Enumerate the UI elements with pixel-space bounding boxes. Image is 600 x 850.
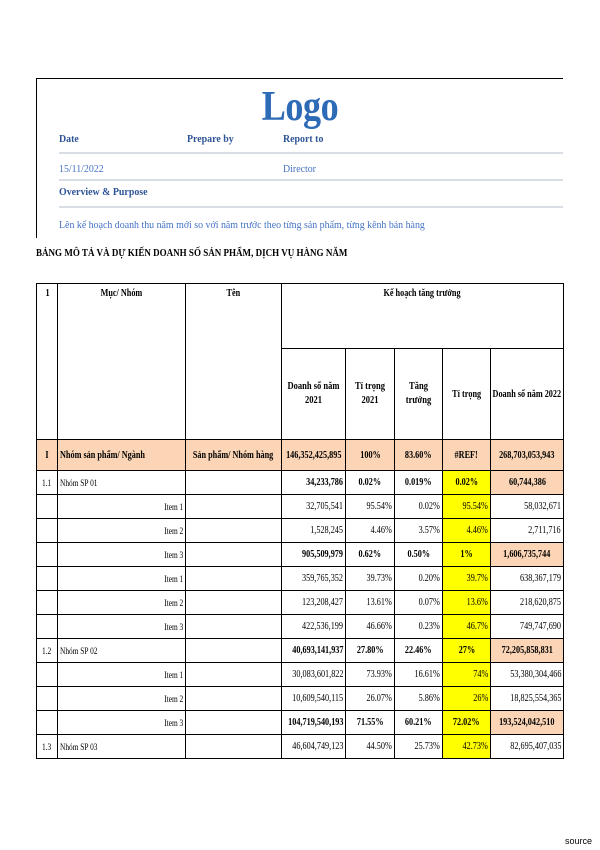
rev2022-cell[interactable]: 638,367,179 bbox=[491, 567, 564, 591]
rev2022-cell[interactable]: 58,032,671 bbox=[491, 495, 564, 519]
column-header-growth: Tăng trưởng bbox=[395, 349, 443, 440]
row-number bbox=[36, 495, 58, 519]
rev2021-cell[interactable]: 123,208,427 bbox=[282, 591, 346, 615]
share-cell[interactable]: 4.46% bbox=[443, 519, 491, 543]
divider bbox=[59, 179, 563, 181]
rev2022-cell[interactable]: 193,524,042,510 bbox=[491, 711, 564, 735]
rev2021-cell[interactable]: 905,509,979 bbox=[282, 543, 346, 567]
row-number: I bbox=[36, 440, 58, 471]
name-cell[interactable] bbox=[186, 663, 282, 687]
group-cell[interactable]: Nhóm sản phẩm/ Ngành bbox=[58, 440, 186, 471]
group-cell[interactable]: Nhóm SP 02 bbox=[58, 639, 186, 663]
row-number bbox=[36, 687, 58, 711]
row-number bbox=[36, 615, 58, 639]
column-header-name: Tên bbox=[186, 283, 282, 440]
name-cell[interactable] bbox=[186, 567, 282, 591]
rev2021-cell[interactable]: 10,609,540,115 bbox=[282, 687, 346, 711]
share2021-cell[interactable]: 13.61% bbox=[346, 591, 395, 615]
rev2021-cell[interactable]: 30,083,601,822 bbox=[282, 663, 346, 687]
rev2021-cell[interactable]: 422,536,199 bbox=[282, 615, 346, 639]
revenue-table bbox=[36, 283, 564, 763]
growth-cell[interactable]: 83.60% bbox=[395, 440, 443, 471]
name-cell[interactable] bbox=[186, 735, 282, 759]
row-number bbox=[36, 711, 58, 735]
rev2022-cell[interactable]: 60,744,386 bbox=[491, 471, 564, 495]
rev2021-cell[interactable]: 46,604,749,123 bbox=[282, 735, 346, 759]
row-number: 1.1 bbox=[36, 471, 58, 495]
group-cell[interactable]: Nhóm SP 01 bbox=[58, 471, 186, 495]
row-number: 1.2 bbox=[36, 639, 58, 663]
source-label: source bbox=[564, 836, 592, 846]
growth-cell[interactable]: 16.61% bbox=[395, 663, 443, 687]
share2021-cell[interactable]: 26.07% bbox=[346, 687, 395, 711]
name-cell[interactable] bbox=[186, 687, 282, 711]
rev2022-cell[interactable]: 268,703,053,943 bbox=[491, 440, 564, 471]
share-cell[interactable]: 46.7% bbox=[443, 615, 491, 639]
share2021-cell[interactable]: 39.73% bbox=[346, 567, 395, 591]
rev2021-cell[interactable]: 40,693,141,937 bbox=[282, 639, 346, 663]
report-header bbox=[36, 78, 563, 238]
rev2021-cell[interactable]: 359,765,352 bbox=[282, 567, 346, 591]
divider bbox=[59, 206, 563, 208]
share2021-cell[interactable]: 4.46% bbox=[346, 519, 395, 543]
share-cell[interactable]: #REF! bbox=[443, 440, 491, 471]
row-number bbox=[36, 591, 58, 615]
rev2022-cell[interactable]: 72,205,858,831 bbox=[491, 639, 564, 663]
share2021-cell[interactable]: 71.55% bbox=[346, 711, 395, 735]
growth-cell[interactable]: 0.02% bbox=[395, 495, 443, 519]
group-cell[interactable]: Item 2 bbox=[58, 687, 186, 711]
rev2021-cell[interactable]: 32,705,541 bbox=[282, 495, 346, 519]
rev2022-cell[interactable]: 218,620,875 bbox=[491, 591, 564, 615]
column-header-rev2022: Doanh số năm 2022 bbox=[491, 349, 564, 440]
rev2022-cell[interactable]: 2,711,716 bbox=[491, 519, 564, 543]
growth-cell[interactable]: 3.57% bbox=[395, 519, 443, 543]
growth-cell[interactable]: 0.20% bbox=[395, 567, 443, 591]
group-cell[interactable]: Item 1 bbox=[58, 663, 186, 687]
column-header-share2021: Tỉ trọng 2021 bbox=[346, 349, 395, 440]
share2021-cell[interactable]: 44.50% bbox=[346, 735, 395, 759]
column-header-share: Tỉ trọng bbox=[443, 349, 491, 440]
group-cell[interactable]: Item 2 bbox=[58, 591, 186, 615]
rev2021-cell[interactable]: 1,528,245 bbox=[282, 519, 346, 543]
share-cell[interactable]: 27% bbox=[443, 639, 491, 663]
row-number: 1.3 bbox=[36, 735, 58, 759]
growth-cell[interactable]: 22.46% bbox=[395, 639, 443, 663]
group-cell[interactable]: Item 3 bbox=[58, 543, 186, 567]
name-cell[interactable] bbox=[186, 471, 282, 495]
rev2021-cell[interactable]: 34,233,786 bbox=[282, 471, 346, 495]
name-cell[interactable] bbox=[186, 711, 282, 735]
share-cell[interactable]: 95.54% bbox=[443, 495, 491, 519]
group-cell[interactable]: Item 3 bbox=[58, 615, 186, 639]
report-to-label: Report to bbox=[283, 133, 324, 145]
column-header-plan: Kế hoạch tăng trưởng bbox=[282, 283, 564, 349]
name-cell[interactable] bbox=[186, 519, 282, 543]
rev2022-cell[interactable]: 18,825,554,365 bbox=[491, 687, 564, 711]
name-cell[interactable]: Sản phẩm/ Nhóm hàng bbox=[186, 440, 282, 471]
overview-label: Overview & Purpose bbox=[59, 186, 148, 198]
growth-cell[interactable]: 25.73% bbox=[395, 735, 443, 759]
name-cell[interactable] bbox=[186, 615, 282, 639]
growth-cell[interactable]: 0.019% bbox=[395, 471, 443, 495]
growth-cell[interactable]: 0.50% bbox=[395, 543, 443, 567]
divider bbox=[59, 152, 563, 154]
row-number bbox=[36, 567, 58, 591]
date-label: Date bbox=[59, 133, 79, 145]
purpose-text[interactable]: Lên kế hoạch doanh thu năm mới so với năm trước theo từng sản phẩm, từng kênh bán hàng bbox=[59, 219, 425, 231]
rev2022-cell[interactable]: 1,606,735,744 bbox=[491, 543, 564, 567]
share2021-cell[interactable]: 0.62% bbox=[346, 543, 395, 567]
report-to-value[interactable]: Director bbox=[283, 163, 316, 175]
column-header-group: Mục/ Nhóm bbox=[58, 283, 186, 440]
share2021-cell[interactable]: 73.93% bbox=[346, 663, 395, 687]
share2021-cell[interactable]: 0.02% bbox=[346, 471, 395, 495]
share2021-cell[interactable]: 95.54% bbox=[346, 495, 395, 519]
rev2022-cell[interactable]: 53,380,304,466 bbox=[491, 663, 564, 687]
prepare-by-label: Prepare by bbox=[187, 133, 234, 145]
name-cell[interactable] bbox=[186, 639, 282, 663]
share-cell[interactable]: 26% bbox=[443, 687, 491, 711]
share-cell[interactable]: 39.7% bbox=[443, 567, 491, 591]
growth-cell[interactable]: 60.21% bbox=[395, 711, 443, 735]
column-header-no: 1 bbox=[36, 283, 58, 440]
name-cell[interactable] bbox=[186, 543, 282, 567]
rev2021-cell[interactable]: 146,352,425,895 bbox=[282, 440, 346, 471]
growth-cell[interactable]: 5.86% bbox=[395, 687, 443, 711]
group-cell[interactable]: Item 1 bbox=[58, 567, 186, 591]
rev2022-cell[interactable]: 82,695,407,035 bbox=[491, 735, 564, 759]
share-cell[interactable]: 13.6% bbox=[443, 591, 491, 615]
group-cell[interactable]: Item 3 bbox=[58, 711, 186, 735]
share2021-cell[interactable]: 46.66% bbox=[346, 615, 395, 639]
share-cell[interactable]: 74% bbox=[443, 663, 491, 687]
group-cell[interactable]: Nhóm SP 03 bbox=[58, 735, 186, 759]
row-number bbox=[36, 663, 58, 687]
name-cell[interactable] bbox=[186, 495, 282, 519]
growth-cell[interactable]: 0.07% bbox=[395, 591, 443, 615]
share-cell[interactable]: 72.02% bbox=[443, 711, 491, 735]
rev2022-cell[interactable]: 749,747,690 bbox=[491, 615, 564, 639]
date-value[interactable]: 15/11/2022 bbox=[59, 163, 104, 175]
row-number bbox=[36, 519, 58, 543]
growth-cell[interactable]: 0.23% bbox=[395, 615, 443, 639]
share-cell[interactable]: 0.02% bbox=[443, 471, 491, 495]
logo: Logo bbox=[261, 84, 339, 130]
name-cell[interactable] bbox=[186, 591, 282, 615]
share2021-cell[interactable]: 100% bbox=[346, 440, 395, 471]
group-cell[interactable]: Item 2 bbox=[58, 519, 186, 543]
table-title: BẢNG MÔ TẢ VÀ DỰ KIẾN DOANH SỐ SẢN PHẨM, DỊCH VỤ HÀNG NĂM bbox=[36, 247, 348, 259]
share2021-cell[interactable]: 27.80% bbox=[346, 639, 395, 663]
row-number bbox=[36, 543, 58, 567]
column-header-rev2021: Doanh số năm 2021 bbox=[282, 349, 346, 440]
share-cell[interactable]: 1% bbox=[443, 543, 491, 567]
share-cell[interactable]: 42.73% bbox=[443, 735, 491, 759]
rev2021-cell[interactable]: 104,719,540,193 bbox=[282, 711, 346, 735]
group-cell[interactable]: Item 1 bbox=[58, 495, 186, 519]
